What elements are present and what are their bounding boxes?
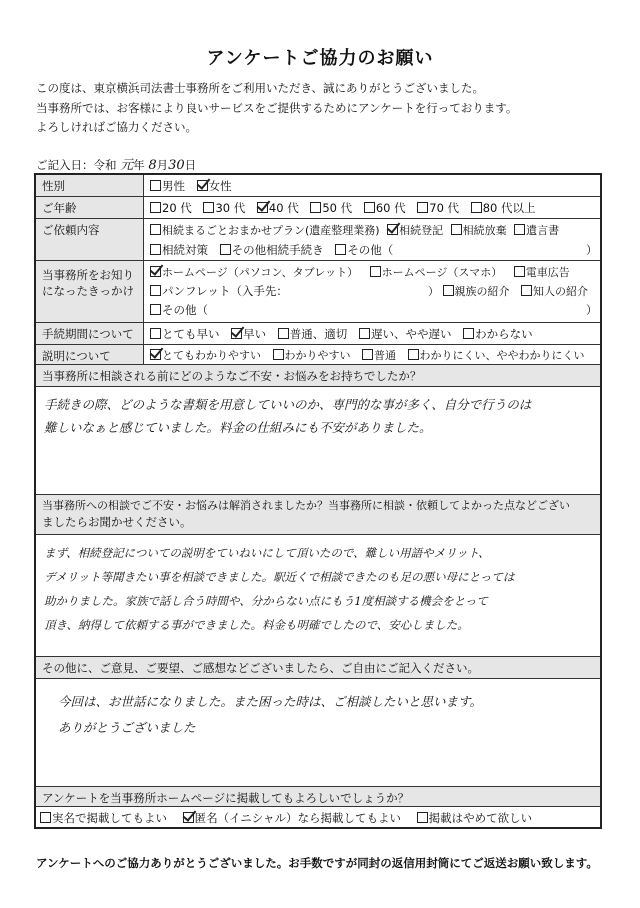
date-month-unit: 月	[156, 158, 169, 172]
checkbox-anonymous[interactable]	[183, 812, 194, 823]
option-will-label: 遺言書	[526, 224, 560, 237]
row-age	[36, 197, 600, 219]
q2-answer-line-2: デメリット等聞きたい事を相談できました。駅近くで相談できたのも足の悪い母にとっては	[44, 570, 515, 584]
date-label: ご記入日：令和	[36, 158, 117, 172]
source-options	[146, 261, 600, 322]
date-line	[36, 154, 196, 173]
q2-answer-line-1: まず、相続登記についての説明をていねいにして頂いたので、難しい用語やメリット、	[44, 546, 490, 560]
q1-answer-line-2: 難しいなぁと感じていました。料金の仕組みにも不安がありました。	[44, 420, 432, 435]
option-male-label: 男性	[162, 179, 185, 193]
option-period-unknown[interactable]	[463, 326, 533, 342]
intro-line-3: よろしければご協力ください。	[36, 120, 197, 134]
source-other-close: ）	[586, 303, 598, 317]
q2-question	[36, 495, 600, 535]
option-age-60[interactable]	[364, 200, 406, 216]
row-gender	[36, 175, 600, 197]
option-normal-label: 普通、適切	[289, 327, 348, 341]
checkbox-slow[interactable]	[359, 328, 370, 339]
checkbox-age-50[interactable]	[310, 202, 321, 213]
option-source-other[interactable]	[150, 302, 208, 318]
checkbox-age-40[interactable]	[257, 202, 268, 213]
intro-line-1: この度は、東京横浜司法書士事務所をご利用いただき、誠にありがとうございました。	[36, 81, 485, 95]
option-anonymous-label: 匿名（イニシャル）なら掲載してもよい	[194, 811, 401, 825]
option-full-plan-label: 相続まるごとおまかせプラン(遺産整理業務)	[162, 224, 380, 237]
q3-question: その他に、ご意見、ご要望、ご感想などございましたら、ご自由にご記入ください。	[36, 657, 600, 679]
option-request-other[interactable]	[335, 242, 393, 258]
row-explanation	[36, 345, 600, 365]
option-real-name-label: 実名で掲載してもよい	[52, 811, 167, 825]
checkbox-normal[interactable]	[278, 328, 289, 339]
option-train-ad[interactable]	[514, 264, 570, 280]
checkbox-inheritance-planning[interactable]	[150, 244, 161, 255]
q1-answer	[44, 393, 594, 439]
q1-answer-area[interactable]	[36, 387, 600, 495]
q3-answer-line-1: 今回は、お世話になりました。また困った時は、ご相談したいと思います。	[58, 694, 483, 709]
row-request	[36, 219, 600, 261]
checkbox-request-other[interactable]	[335, 244, 346, 255]
option-will[interactable]	[514, 222, 559, 238]
option-anonymous[interactable]	[183, 810, 401, 826]
checkbox-unclear[interactable]	[408, 349, 419, 360]
period-label: 手続期間について	[36, 323, 144, 344]
date-month: 8	[148, 158, 157, 173]
option-age-40[interactable]	[257, 200, 299, 216]
option-other-procedures[interactable]	[220, 242, 324, 258]
q2-question-line-1: 当事務所への相談でご不安・お悩みは解消されましたか？当事務所に相談・依頼してよかった点などござい	[42, 499, 570, 512]
option-age-80[interactable]	[471, 200, 536, 216]
option-age-30[interactable]	[203, 200, 245, 216]
checkbox-no-publish[interactable]	[417, 812, 428, 823]
q2-question-line-2: ましたらお聞かせください。	[42, 515, 192, 529]
q2-answer	[44, 541, 594, 637]
q1-question: 当事務所に相談される前にどのようなご不安・お悩みをお持ちでしたか？	[36, 365, 600, 387]
option-very-fast[interactable]	[150, 326, 220, 342]
option-friend-referral[interactable]	[521, 283, 588, 299]
q2-answer-area[interactable]	[36, 535, 600, 657]
option-age-70-label: 70 代	[429, 201, 460, 215]
checkbox-renunciation[interactable]	[451, 224, 462, 235]
option-pamphlet-label: パンフレット（入手先：	[162, 284, 288, 298]
checkbox-real-name[interactable]	[40, 812, 51, 823]
q3-answer-area[interactable]	[36, 679, 600, 787]
option-age-50-label: 50 代	[322, 201, 353, 215]
source-label-line-2: になったきっかけ	[42, 284, 134, 298]
source-label-line-1: 当事務所をお知り	[42, 268, 134, 282]
checkbox-age-80[interactable]	[471, 202, 482, 213]
option-renunciation-label: 相続放棄	[462, 224, 507, 237]
explanation-options	[146, 345, 600, 364]
checkbox-homepage-phone[interactable]	[370, 266, 381, 277]
option-very-clear-label: とてもわかりやすい	[162, 349, 261, 362]
request-other-close: ）	[586, 243, 598, 257]
option-pamphlet[interactable]	[150, 283, 288, 299]
option-unclear-label: わかりにくい、ややわかりにくい	[419, 349, 585, 362]
request-options	[146, 219, 600, 260]
checkbox-female[interactable]	[197, 180, 208, 191]
option-full-plan[interactable]	[150, 222, 380, 238]
source-label	[36, 261, 144, 322]
option-fast[interactable]	[231, 326, 266, 342]
row-period	[36, 323, 600, 345]
option-explanation-normal-label: 普通	[374, 349, 396, 362]
checkbox-homepage-pc[interactable]	[150, 266, 161, 277]
option-female-label: 女性	[208, 179, 232, 193]
option-inheritance-registration[interactable]	[387, 222, 443, 238]
option-slow-label: 遅い、やや遅い	[370, 327, 452, 341]
option-no-publish[interactable]	[417, 810, 533, 826]
checkbox-age-20[interactable]	[150, 202, 161, 213]
q2-answer-line-3: 助かりました。家族で話し合う時間や、分からない点にもう1度相談する機会をとって	[44, 594, 488, 608]
checkbox-full-plan[interactable]	[150, 224, 161, 235]
checkbox-friend-referral[interactable]	[521, 285, 532, 296]
checkbox-inheritance-registration[interactable]	[387, 224, 398, 235]
option-homepage-pc[interactable]	[150, 264, 358, 280]
checkbox-age-70[interactable]	[417, 202, 428, 213]
option-inheritance-planning-label: 相続対策	[162, 243, 208, 257]
option-age-30-label: 30 代	[215, 201, 246, 215]
option-homepage-pc-label: ホームページ（パソコン、タブレット）	[162, 266, 359, 279]
option-very-clear[interactable]	[150, 347, 261, 363]
option-male[interactable]	[150, 178, 185, 194]
checkbox-source-other[interactable]	[150, 304, 161, 315]
period-options	[146, 323, 600, 344]
option-relative-referral-label: 親族の紹介	[454, 285, 510, 298]
checkbox-will[interactable]	[514, 224, 525, 235]
option-homepage-phone[interactable]	[370, 264, 503, 280]
option-clear-label: わかりやすい	[284, 349, 351, 362]
option-very-fast-label: とても早い	[162, 327, 220, 341]
option-clear[interactable]	[273, 347, 351, 363]
option-age-50[interactable]	[310, 200, 352, 216]
q4-options	[36, 807, 600, 827]
q3-answer	[58, 689, 608, 741]
date-day-unit: 日	[184, 158, 197, 172]
age-label: ご年齢	[36, 197, 144, 218]
pamphlet-close: ）	[428, 285, 439, 298]
age-options	[146, 197, 600, 218]
checkbox-pamphlet[interactable]	[150, 285, 161, 296]
option-friend-referral-label: 知人の紹介	[533, 285, 588, 298]
option-age-80-label: 80 代以上	[482, 201, 536, 215]
footer-note: アンケートへのご協力ありがとうございました。お手数ですが同封の返信用封筒にてご返送お願い致します。	[36, 856, 598, 870]
checkbox-relative-referral[interactable]	[443, 285, 454, 296]
checkbox-period-unknown[interactable]	[463, 328, 474, 339]
option-slow[interactable]	[359, 326, 452, 342]
option-real-name[interactable]	[40, 810, 167, 826]
checkbox-fast[interactable]	[231, 328, 242, 339]
checkbox-explanation-normal[interactable]	[362, 349, 373, 360]
checkbox-very-clear[interactable]	[150, 349, 161, 360]
option-fast-label: 早い	[243, 327, 267, 341]
option-train-ad-label: 電車広告	[525, 266, 570, 279]
option-period-unknown-label: わからない	[475, 327, 533, 341]
gender-label: 性別	[36, 175, 144, 196]
option-no-publish-label: 掲載はやめて欲しい	[428, 811, 533, 825]
option-request-other-label: その他（	[347, 243, 394, 257]
explanation-label: 説明について	[36, 345, 144, 364]
option-unclear[interactable]	[408, 347, 585, 363]
option-inheritance-planning[interactable]	[150, 242, 208, 258]
q1-answer-line-1: 手続きの際、どのような書類を用意していいのか、専門的な事が多く、自分で行うのは	[44, 397, 532, 412]
option-age-40-label: 40 代	[268, 201, 299, 215]
q4-question: アンケートを当事務所ホームページに掲載してもよろしいでしょうか？	[36, 787, 600, 807]
q2-answer-line-4: 頂き、納得して依頼する事ができました。料金も明確でしたので、安心しました。	[44, 618, 469, 632]
option-age-60-label: 60 代	[375, 201, 406, 215]
option-relative-referral[interactable]	[443, 283, 510, 299]
option-explanation-normal[interactable]	[362, 347, 396, 363]
date-day: 30	[168, 158, 185, 173]
page-title: アンケートご協力のお願い	[206, 48, 434, 69]
survey-form	[34, 173, 602, 829]
option-source-other-label: その他（	[162, 303, 208, 317]
option-other-procedures-label: その他相続手続き	[231, 243, 324, 257]
checkbox-other-procedures[interactable]	[220, 244, 231, 255]
request-label: ご依頼内容	[36, 219, 144, 260]
checkbox-age-60[interactable]	[364, 202, 375, 213]
option-female[interactable]	[197, 178, 232, 194]
option-renunciation[interactable]	[451, 222, 507, 238]
option-age-20-label: 20 代	[162, 201, 192, 215]
checkbox-train-ad[interactable]	[514, 266, 525, 277]
checkbox-age-30[interactable]	[203, 202, 214, 213]
option-normal[interactable]	[278, 326, 348, 342]
option-age-20[interactable]	[150, 200, 192, 216]
checkbox-clear[interactable]	[273, 349, 284, 360]
q3-answer-line-2: ありがとうございました	[58, 720, 196, 735]
checkbox-very-fast[interactable]	[150, 328, 161, 339]
option-inheritance-registration-label: 相続登記	[399, 224, 444, 237]
checkbox-male[interactable]	[150, 180, 161, 191]
date-year-unit: 年	[133, 158, 145, 172]
intro-line-2: 当事務所では、お客様により良いサービスをご提供するためにアンケートを行っております。	[36, 101, 518, 115]
option-age-70[interactable]	[417, 200, 459, 216]
row-source	[36, 261, 600, 323]
gender-options	[146, 175, 600, 196]
date-era-year: 元	[120, 158, 134, 173]
option-homepage-phone-label: ホームページ（スマホ）	[381, 266, 503, 279]
